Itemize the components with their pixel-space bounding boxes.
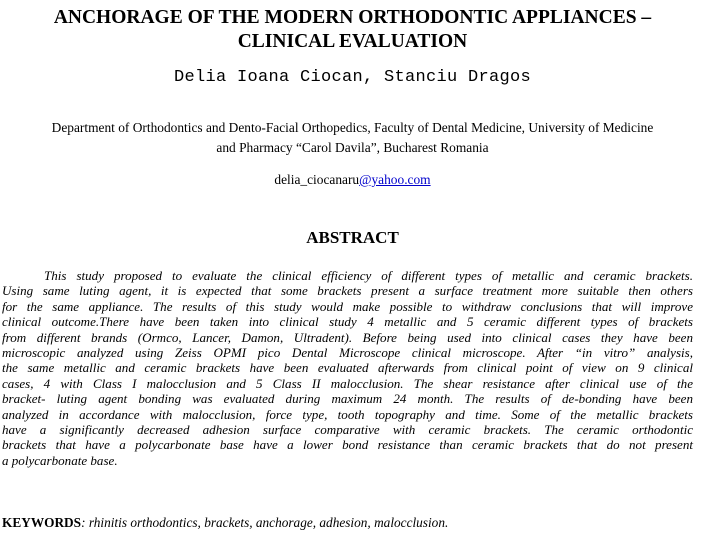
title-line-2: CLINICAL EVALUATION (237, 31, 468, 52)
abstract-line: a polycarbonate base. (2, 452, 118, 468)
abstract-body (2, 268, 693, 468)
abstract-line: microscopic analyzed using Zeiss OPMI pico Dental Microscope clinical microscope. After “in vitro” analysis, (2, 345, 693, 361)
keywords-label: KEYWORDS (2, 515, 82, 530)
paper-title (0, 6, 705, 54)
abstract-line: from different brands (Ormco, Lancer, Damon, Ultradent). Before being used into clinical cases they have been (2, 329, 693, 345)
abstract-line: cases, 4 with Class I malocclusion and 5 Class II malocclusion. The shear resistance after clinical use of the (2, 375, 693, 391)
abstract-line: This study proposed to evaluate the clinical efficiency of different types of metallic and ceramic brackets. (44, 268, 693, 283)
abstract-line: brackets that have a polycarbonate base have a lower bond resistance than ceramic brackets that do not present (2, 437, 693, 453)
keywords (2, 515, 702, 531)
abstract-line: bracket- luting agent bonding was evaluated during maximum 24 month. The results of de-bonding have been (2, 391, 693, 407)
abstract-line: clinical outcome.There have been taken into clinical study 4 metallic and 5 ceramic different types of brackets (2, 314, 693, 330)
affiliation-line-2: and Pharmacy “Carol Davila”, Bucharest Romania (216, 140, 489, 155)
authors: Delia Ioana Ciocan, Stanciu Dragos (173, 68, 532, 87)
email-link[interactable]: @yahoo.com (359, 172, 431, 187)
abstract-line: the same metallic and ceramic brackets have been evaluated afterwards from clinical point of view on 9 clinical (2, 360, 693, 376)
abstract-line: analyzed in accordance with malocclusion, force type, tooth topography and time. Some of the metallic brackets (2, 406, 693, 422)
abstract-line: for the same appliance. The results of this study would make possible to withdraw conclusions that will improve (2, 298, 693, 314)
affiliation (0, 118, 705, 158)
email-user: delia_ciocanaru (274, 172, 360, 187)
abstract-line: Using same luting agent, it is expected that some brackets present a surface treatment more suitable then others (2, 283, 693, 299)
abstract-heading: ABSTRACT (306, 228, 399, 247)
email-line (0, 172, 705, 188)
affiliation-line-1: Department of Orthodontics and Dento-Facial Orthopedics, Faculty of Dental Medicine, University of Medicine (51, 120, 654, 135)
title-line-1: ANCHORAGE OF THE MODERN ORTHODONTIC APPLIANCES – (53, 7, 652, 28)
abstract-line: have a significantly decreased adhesion surface comparative with ceramic brackets. The ceramic orthodontic (2, 422, 693, 438)
keywords-text: : rhinitis orthodontics, brackets, anchorage, adhesion, malocclusion. (81, 515, 449, 530)
